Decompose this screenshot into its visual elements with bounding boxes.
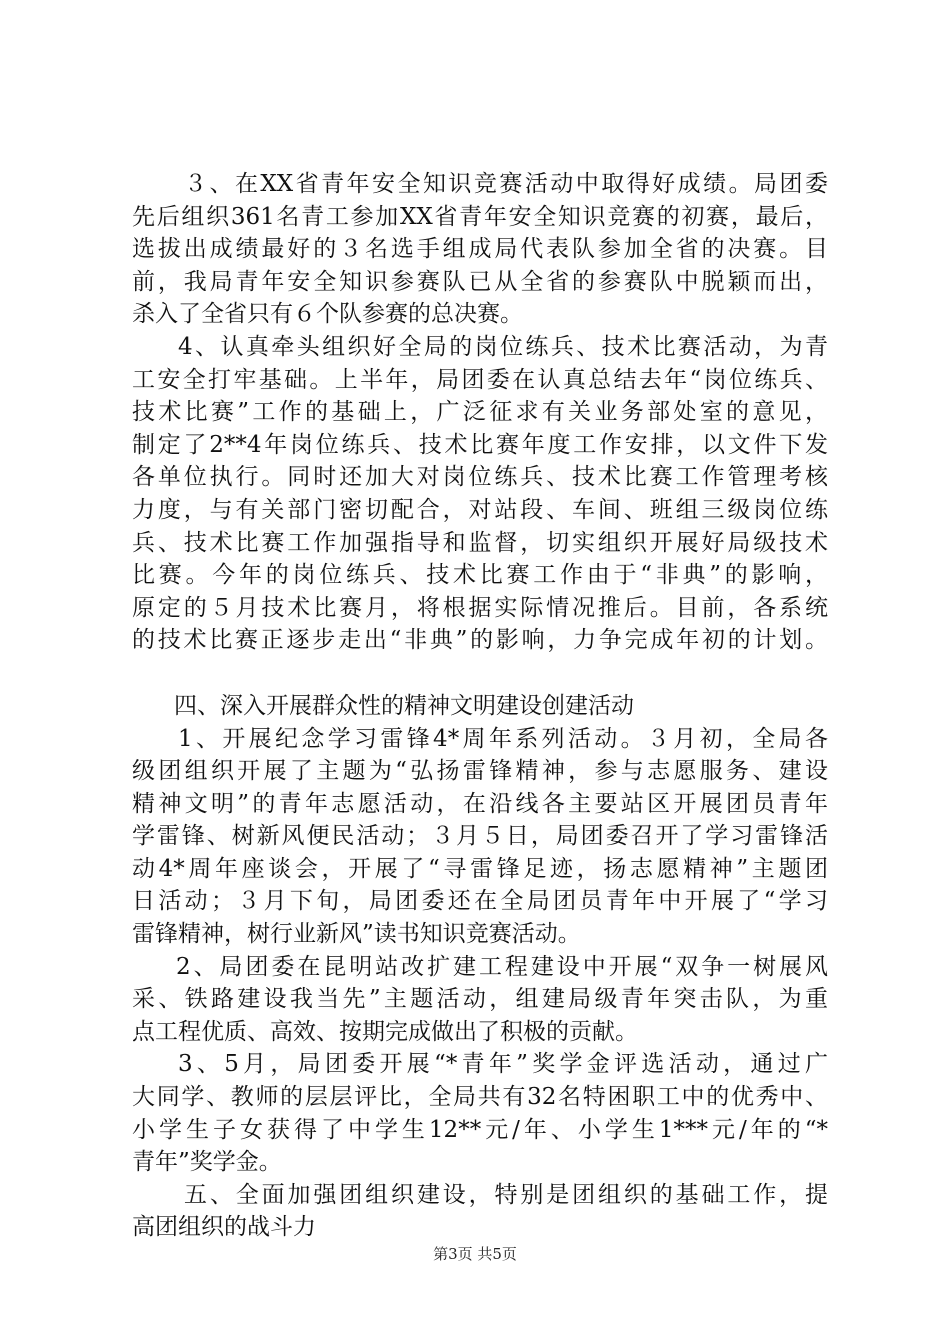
document-body — [132, 168, 828, 1244]
text-line: 点工程优质、高效、按期完成做出了积极的贡献。 — [132, 1018, 638, 1045]
page-footer: 第3页 共5页 — [433, 1245, 517, 1263]
text-line: 兵、技术比赛工作加强指导和监督，切实组织开展好局级技术 — [132, 529, 828, 556]
text-line: ３、在XX省青年安全知识竞赛活动中取得好成绩。局团委 — [184, 171, 828, 197]
text-line: 各单位执行。同时还加大对岗位练兵、技术比赛工作管理考核 — [132, 464, 828, 491]
paragraph — [132, 1179, 828, 1244]
text-line: 1、开展纪念学习雷锋4*周年系列活动。３月初，全局各 — [178, 725, 828, 752]
text-line: 五、全面加强团组织建设，特别是团组织的基础工作，提 — [184, 1181, 828, 1208]
text-line: 学雷锋、树新风便民活动；３月５日，局团委召开了学习雷锋活 — [132, 823, 828, 850]
text-line: 4、认真牵头组织好全局的岗位练兵、技术比赛活动，为青 — [178, 333, 828, 360]
text-line: 四、深入开展群众性的精神文明建设创建活动 — [174, 692, 634, 719]
text-line: 力度，与有关部门密切配合，对站段、车间、班组三级岗位练 — [132, 496, 828, 523]
text-line: 高团组织的战斗力 — [132, 1214, 316, 1241]
paragraph — [132, 331, 828, 657]
text-line: 技术比赛”工作的基础上，广泛征求有关业务部处室的意见， — [132, 399, 828, 426]
text-line: 2、局团委在昆明站改扩建工程建设中开展“双争一树展风 — [176, 953, 828, 980]
text-line: 青年”奖学金。 — [132, 1149, 282, 1176]
text-line: 日活动；３月下旬，局团委还在全局团员青年中开展了“学习 — [132, 888, 828, 915]
paragraph — [132, 690, 828, 723]
text-line: 精神文明”的青年志愿活动，在沿线各主要站区开展团员青年 — [132, 790, 828, 817]
text-line: 杀入了全省只有６个队参赛的总决赛。 — [132, 301, 523, 328]
text-line: 比赛。今年的岗位练兵、技术比赛工作由于“非典”的影响， — [132, 562, 828, 589]
text-line: 原定的５月技术比赛月，将根据实际情况推后。目前，各系统 — [132, 594, 828, 621]
paragraph — [132, 951, 828, 1049]
text-line: 采、铁路建设我当先”主题活动，组建局级青年突击队，为重 — [132, 986, 828, 1013]
paragraph — [132, 723, 828, 951]
text-line: 大同学、教师的层层评比，全局共有32名特困职工中的优秀中、 — [132, 1084, 828, 1111]
text-line: 动4*周年座谈会，开展了“寻雷锋足迹，扬志愿精神”主题团 — [132, 855, 828, 882]
text-line: 小学生子女获得了中学生12**元/年、小学生1***元/年的“* — [132, 1116, 828, 1143]
paragraph-gap — [132, 657, 828, 690]
paragraph — [132, 1048, 828, 1178]
text-line: 的技术比赛正逐步走出“非典”的影响，力争完成年初的计划。 — [132, 627, 828, 654]
text-line: 3、5月，局团委开展“*青年”奖学金评选活动，通过广 — [178, 1051, 828, 1078]
text-line: 前，我局青年安全知识参赛队已从全省的参赛队中脱颖而出， — [132, 268, 828, 295]
text-line: 级团组织开展了主题为“弘扬雷锋精神，参与志愿服务、建设 — [132, 758, 828, 785]
text-line: 先后组织361名青工参加XX省青年安全知识竞赛的初赛，最后， — [132, 203, 828, 230]
text-line: 雷锋精神，树行业新风”读书知识竞赛活动。 — [132, 921, 581, 948]
text-line: 工安全打牢基础。上半年，局团委在认真总结去年“岗位练兵、 — [132, 366, 828, 393]
text-line: 制定了2**4年岗位练兵、技术比赛年度工作安排，以文件下发 — [132, 431, 828, 458]
paragraph — [132, 168, 828, 331]
text-line: 选拔出成绩最好的３名选手组成局代表队参加全省的决赛。目 — [132, 236, 828, 263]
